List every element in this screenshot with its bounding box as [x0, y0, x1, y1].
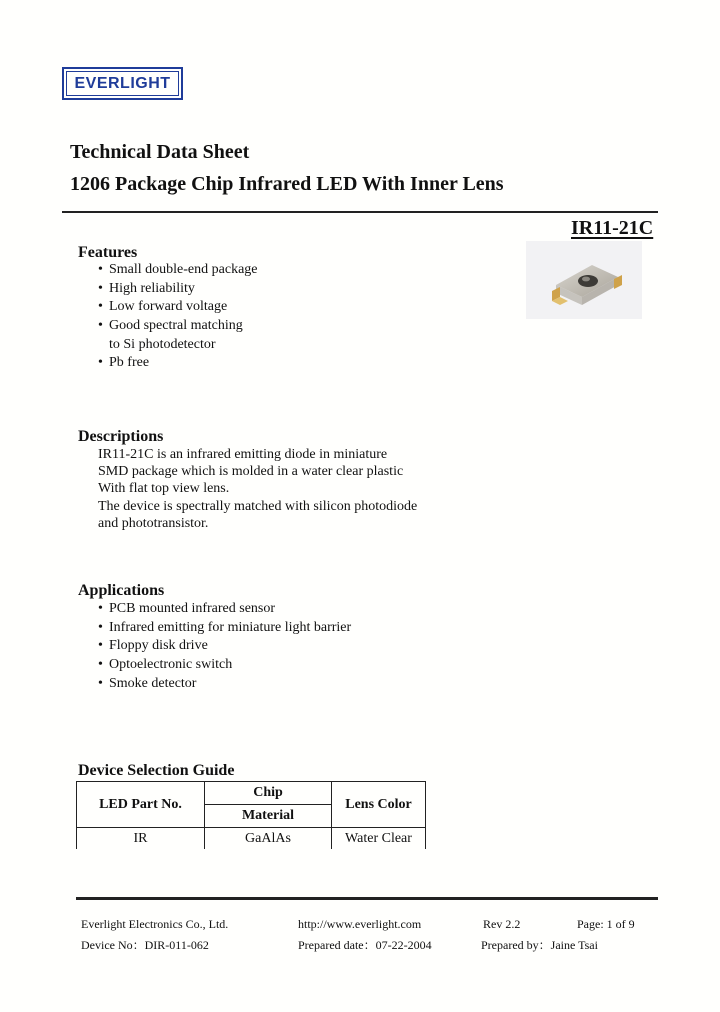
- doc-title: Technical Data Sheet: [70, 141, 250, 163]
- list-item: • High reliability: [98, 280, 195, 296]
- list-item: to Si photodetector: [109, 336, 216, 352]
- applications-heading: Applications: [78, 582, 165, 599]
- descriptions-heading: Descriptions: [78, 428, 164, 445]
- descriptions-text: [98, 446, 417, 532]
- list-item: • Infrared emitting for miniature light barrier: [98, 619, 352, 635]
- col-header-material: Material: [205, 805, 332, 828]
- footer-company: Everlight Electronics Co., Ltd.: [81, 917, 229, 931]
- description-line: With flat top view lens.: [98, 481, 230, 497]
- doc-subtitle: 1206 Package Chip Infrared LED With Inner Lens: [70, 173, 504, 195]
- footer-prepared-by: Prepared by：Jaine Tsai: [481, 938, 598, 952]
- list-item: • Low forward voltage: [98, 299, 228, 315]
- list-item: • Floppy disk drive: [98, 638, 208, 654]
- led-product-image: [526, 241, 642, 319]
- cell-lens: Water Clear: [332, 828, 426, 850]
- cell-material: GaAlAs: [205, 828, 332, 850]
- list-item: • Smoke detector: [98, 675, 197, 691]
- features-list: [98, 261, 258, 373]
- part-number: IR11-21C: [571, 217, 654, 239]
- col-header-lens: Lens Color: [332, 782, 426, 828]
- footer-page: Page: 1 of 9: [577, 917, 635, 931]
- footer-divider: [76, 897, 658, 900]
- selection-guide-heading: Device Selection Guide: [78, 762, 235, 779]
- table-row: [77, 828, 426, 850]
- cell-part: IR: [77, 828, 205, 850]
- list-item: • Pb free: [98, 355, 150, 371]
- logo-text: EVERLIGHT: [66, 71, 179, 96]
- device-selection-table: [76, 781, 426, 849]
- description-line: and phototransistor.: [98, 515, 209, 531]
- header-divider: [62, 211, 658, 213]
- list-item: • Good spectral matching: [98, 318, 243, 334]
- footer-url: http://www.everlight.com: [298, 917, 422, 931]
- applications-list: [98, 600, 351, 693]
- footer-rev: Rev 2.2: [483, 917, 521, 931]
- footer-prepared-date: Prepared date：07-22-2004: [298, 938, 432, 952]
- description-line: IR11-21C is an infrared emitting diode in miniature: [98, 447, 388, 462]
- everlight-logo: [62, 67, 183, 100]
- list-item: • Small double-end package: [98, 262, 258, 277]
- list-item: • PCB mounted infrared sensor: [98, 601, 276, 616]
- features-heading: Features: [78, 244, 138, 261]
- col-header-part: LED Part No.: [77, 782, 205, 828]
- footer-device-no: Device No：DIR-011-062: [81, 938, 209, 952]
- description-line: The device is spectrally matched with silicon photodiode: [98, 498, 418, 514]
- description-line: SMD package which is molded in a water clear plastic: [98, 464, 404, 480]
- list-item: • Optoelectronic switch: [98, 657, 233, 673]
- col-header-chip: Chip: [205, 782, 332, 805]
